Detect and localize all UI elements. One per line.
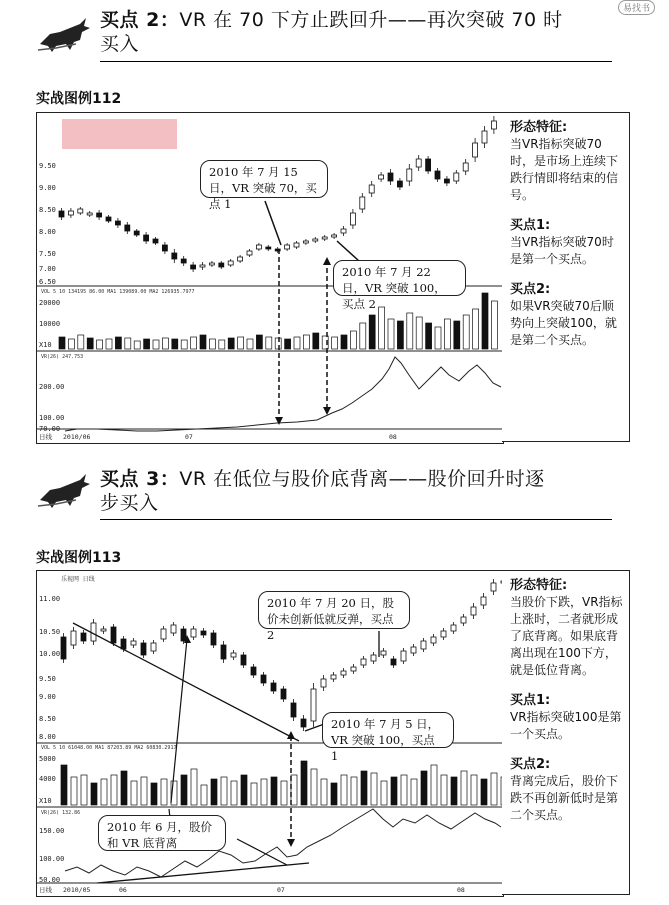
volume-bar [341, 775, 347, 805]
volume-bar [71, 777, 77, 805]
volume-bar [101, 779, 107, 805]
candle [211, 633, 216, 645]
volume-bar [231, 781, 237, 805]
bull-logo-icon [36, 14, 94, 54]
section1-rule [100, 61, 612, 62]
candle [121, 639, 126, 649]
buy1-text: 当VR指标突破70时是第一个买点。 [510, 235, 614, 266]
volume-bar [313, 333, 319, 349]
features-heading: 形态特征: [510, 578, 568, 593]
candle [106, 217, 111, 221]
volume-bar [291, 775, 297, 805]
volume-bar [68, 339, 74, 349]
candle [461, 617, 466, 623]
candle [144, 235, 149, 241]
candle [71, 631, 76, 645]
candle [68, 211, 73, 215]
callout-113-buy2: 2010 年 7 月 20 日，股价未创新低就反弹，买点 2 [258, 591, 410, 629]
date-label: 2010/06 [63, 433, 91, 441]
candle [172, 253, 177, 259]
vr-line [65, 357, 501, 431]
volume-bar [261, 779, 267, 805]
volume-bar [416, 317, 422, 349]
volume-bars [61, 761, 503, 805]
candle [285, 245, 290, 249]
volume-bar [153, 340, 159, 349]
candle [125, 225, 130, 231]
candle [87, 213, 92, 215]
svg-text:VR(26) 247.753: VR(26) 247.753 [41, 354, 84, 360]
volume-bar [369, 315, 375, 349]
candle [261, 675, 266, 683]
buy1-heading: 买点1: [510, 218, 551, 233]
price-tick: 8.00 [39, 228, 56, 236]
watermark-stamp: 易找书 [618, 0, 655, 15]
volume-bar [350, 331, 356, 349]
candle [321, 679, 326, 687]
candle [78, 209, 83, 213]
volume-bar [482, 293, 488, 349]
candle [247, 251, 252, 255]
candle [360, 197, 365, 209]
candle [351, 667, 356, 671]
callout-113-divergence: 2010 年 6 月，股价和 VR 底背离 [98, 815, 226, 851]
blurred-stock-name [62, 119, 177, 149]
candle [463, 163, 468, 171]
candle [481, 597, 486, 605]
volume-bar [181, 775, 187, 805]
vr-tick: 100.00 [39, 414, 65, 422]
date-label: 08 [389, 433, 397, 441]
candle [153, 239, 158, 243]
volume-bar [397, 321, 403, 349]
candle [294, 243, 299, 247]
candle [301, 719, 306, 727]
price-tick: 11.00 [39, 595, 61, 603]
candle [411, 647, 416, 653]
candle [451, 625, 456, 631]
volume-bar [219, 340, 225, 349]
volume-bar [275, 338, 281, 349]
candle [341, 229, 346, 233]
candle [266, 247, 271, 249]
volume-bar [451, 777, 457, 805]
volume-bar [247, 339, 253, 349]
volume-bar [115, 337, 121, 349]
svg-text:VOL 5 10 134195 86.00 MA1 139: VOL 5 10 134195 86.00 MA1 139089.00 MA2 126935.7977 [41, 289, 195, 295]
buy2-heading: 买点2: [510, 282, 551, 297]
volume-bar [131, 781, 137, 805]
price-tick: 9.50 [39, 162, 56, 170]
candle [151, 643, 156, 651]
candle [454, 173, 459, 181]
volume-bar [441, 775, 447, 805]
volume-bar [431, 765, 437, 805]
candle [219, 263, 224, 267]
volume-bar [426, 323, 432, 349]
volume-bar [491, 773, 497, 805]
candle [371, 655, 376, 661]
candle [256, 245, 261, 249]
features-text: 当VR指标突破70时，是市场上连续下跌行情即将结束的信号。 [510, 137, 619, 202]
arrowhead [275, 417, 283, 425]
volume-bar [281, 781, 287, 805]
buy1-text: VR指标突破100是第一个买点。 [510, 710, 622, 741]
volume-bar [301, 761, 307, 805]
volume-bar [332, 337, 338, 349]
price-tick: 10.00 [39, 650, 61, 658]
vr-tick: 150.00 [39, 827, 65, 835]
volume-bar [381, 781, 387, 805]
volume-bar [256, 335, 262, 349]
price-tick: 7.00 [39, 265, 56, 273]
date-label: 07 [185, 433, 193, 441]
price-tick: 8.00 [39, 733, 56, 741]
volume-bar [251, 783, 257, 805]
candle [251, 667, 256, 675]
price-tick: 9.00 [39, 184, 56, 192]
price-tick: 10.50 [39, 628, 61, 636]
volume-bar [294, 337, 300, 349]
candle [482, 131, 487, 143]
volume-bar [379, 307, 385, 349]
candle [181, 259, 186, 263]
candle [161, 629, 166, 639]
candle [361, 659, 366, 665]
candle [271, 683, 276, 691]
volume-bar [454, 321, 460, 349]
candle [131, 641, 136, 645]
price-tick: 9.00 [39, 693, 56, 701]
volume-bar [241, 775, 247, 805]
candle [444, 179, 449, 183]
candle [201, 631, 206, 635]
arrowhead [287, 839, 295, 847]
price-tick: 8.50 [39, 715, 56, 723]
volume-bar [172, 339, 178, 349]
candle [350, 213, 355, 225]
volume-bar [303, 335, 309, 349]
volume-bar [201, 785, 207, 805]
vr-tick: 50.00 [39, 876, 61, 884]
volume-bar [87, 338, 93, 349]
volume-bar [161, 779, 167, 805]
sidebar-113 [502, 570, 630, 895]
candle [81, 633, 86, 641]
volume-bar [481, 779, 487, 805]
date-label: 日线 [39, 886, 52, 894]
volume-bar [444, 319, 450, 349]
volume-bar [221, 777, 227, 805]
date-label: 08 [457, 886, 465, 894]
volume-bar [209, 339, 215, 349]
vol-tick: 4000 [39, 775, 56, 783]
case-label-113: 实战图例113 [36, 550, 122, 566]
candle [91, 623, 96, 641]
candle [407, 169, 412, 181]
candle [241, 655, 246, 665]
volume-bar [311, 769, 317, 805]
divergence-arrow-vr [237, 839, 287, 865]
vr-tick: 70.00 [39, 425, 61, 433]
candle [471, 607, 476, 615]
candle [191, 629, 196, 637]
buy1-heading: 买点1: [510, 693, 551, 708]
volume-bar [388, 319, 394, 349]
candle [111, 627, 116, 643]
callout-112-buy2: 2010 年 7 月 22 日，VR 突破 100，买点 2 [333, 260, 466, 296]
volume-bar [78, 335, 84, 349]
candle [291, 703, 296, 717]
price-tick: 7.50 [39, 250, 56, 258]
volume-bar [200, 335, 206, 349]
volume-bar [134, 341, 140, 349]
price-tick: 8.50 [39, 206, 56, 214]
candle [397, 181, 402, 187]
candle [379, 175, 384, 179]
candle [381, 651, 386, 655]
candle [238, 257, 243, 261]
candle [200, 265, 205, 267]
features-text: 当股价下跌，VR指标上涨时，二者就形成了底背离。如果底背离出现在100下方，就是低位背离。 [510, 595, 623, 677]
candle [473, 143, 478, 157]
callout-112-buy1: 2010 年 7 月 15 日，VR 突破 70，买点 1 [200, 160, 328, 198]
candle [313, 239, 318, 241]
candle [228, 261, 233, 265]
candle [101, 629, 106, 631]
candle [391, 659, 396, 665]
callout-113-buy1: 2010 年 7 月 5 日，VR 突破 100，买点 1 [322, 712, 454, 748]
date-label: 日线 [39, 433, 52, 441]
vr-tick: 100.00 [39, 855, 65, 863]
volume-bar [141, 777, 147, 805]
volume-bar [266, 337, 272, 349]
candle [59, 211, 64, 217]
volume-bar [151, 783, 157, 805]
sidebar-112 [502, 112, 630, 442]
volume-bar [331, 783, 337, 805]
volume-bar [191, 337, 197, 349]
volume-bar [361, 771, 367, 805]
case-label-112: 实战图例112 [36, 91, 122, 107]
candle [171, 625, 176, 633]
volume-bar [144, 339, 150, 349]
volume-bar [360, 323, 366, 349]
volume-bar [125, 338, 131, 349]
vol-tick: X10 [39, 797, 52, 805]
features-heading: 形态特征: [510, 120, 568, 135]
price-tick: 9.50 [39, 675, 56, 683]
volume-bars [59, 293, 497, 349]
svg-text:乐视网 日线: 乐视网 日线 [61, 576, 95, 583]
candle [281, 689, 286, 699]
volume-bar [162, 338, 168, 349]
candle [303, 241, 308, 243]
section2-rule [100, 519, 612, 520]
volume-bar [181, 340, 187, 349]
candle [416, 159, 421, 167]
volume-bar [435, 327, 441, 349]
bull-logo-icon [36, 470, 94, 510]
volume-bar [351, 777, 357, 805]
candle [61, 637, 66, 659]
date-label: 2010/05 [63, 886, 91, 894]
volume-bar [111, 775, 117, 805]
candle [162, 245, 167, 251]
candle [491, 583, 496, 591]
buy2-text: 背离完成后，股价下跌不再创新低时是第二个买点。 [510, 774, 619, 822]
candle [441, 631, 446, 637]
volume-bar [461, 771, 467, 805]
volume-bar [191, 769, 197, 805]
candle [322, 237, 327, 239]
volume-bar [81, 775, 87, 805]
candle [181, 629, 186, 641]
volume-bar [238, 337, 244, 349]
price-tick: 6.50 [39, 278, 56, 286]
date-label: 06 [119, 886, 127, 894]
candle [134, 231, 139, 235]
candle [331, 675, 336, 679]
candle [388, 173, 393, 181]
candle [491, 121, 496, 129]
volume-bar [59, 337, 65, 349]
vol-tick: X10 [39, 341, 52, 349]
volume-bar [97, 340, 103, 349]
volume-bar [371, 773, 377, 805]
volume-bar [228, 338, 234, 349]
volume-bar [411, 779, 417, 805]
section1-title: 买点 2：VR 在 70 下方止跌回升——再次突破 70 时 买入 [100, 9, 563, 55]
volume-bar [491, 301, 497, 349]
volume-bar [271, 777, 277, 805]
date-label: 07 [277, 886, 285, 894]
svg-text:VOL 5 10 61048.00 MA1 87203.8: VOL 5 10 61048.00 MA1 87203.89 MA2 60830.2917 [41, 745, 177, 751]
candle [115, 221, 120, 225]
buy2-text: 如果VR突破70后顺势向上突破100，就是第二个买点。 [510, 299, 617, 347]
volume-bar [401, 775, 407, 805]
candle [369, 185, 374, 193]
candle [341, 671, 346, 675]
candle [401, 651, 406, 661]
volume-bar [391, 777, 397, 805]
candle [191, 265, 196, 269]
candle [332, 235, 337, 237]
volume-bar [106, 339, 112, 349]
volume-bar [321, 779, 327, 805]
volume-bar [471, 775, 477, 805]
volume-bar [463, 315, 469, 349]
candle [435, 171, 440, 179]
volume-bar [121, 771, 127, 805]
vr-tick: 200.00 [39, 383, 65, 391]
volume-bar [473, 309, 479, 349]
volume-bar [285, 339, 291, 349]
candle [221, 645, 226, 659]
volume-bar [407, 313, 413, 349]
candle [231, 653, 236, 657]
vol-tick: 20000 [39, 299, 61, 307]
candle [421, 641, 426, 649]
vol-tick: 10000 [39, 320, 61, 328]
svg-text:VR(26) 132.86: VR(26) 132.86 [41, 810, 81, 816]
candle [431, 637, 436, 643]
volume-bar [341, 335, 347, 349]
candle [141, 643, 146, 655]
candle [311, 689, 316, 721]
volume-bar [211, 779, 217, 805]
candle [97, 213, 102, 217]
vol-tick: 5000 [39, 755, 56, 763]
section2-title: 买点 3：VR 在低位与股价底背离——股价回升时逐 步买入 [100, 468, 545, 514]
candle [209, 263, 214, 265]
candle [426, 159, 431, 171]
buy2-heading: 买点2: [510, 757, 551, 772]
volume-bar [421, 771, 427, 805]
volume-bar [91, 783, 97, 805]
volume-bar [61, 765, 67, 805]
